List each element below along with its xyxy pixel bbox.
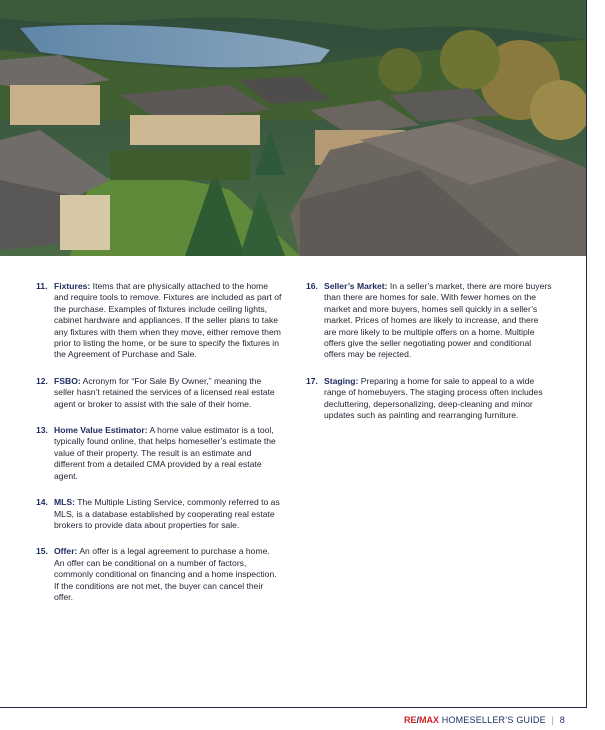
footer-separator: | <box>551 715 555 725</box>
page-number: 8 <box>559 715 565 725</box>
guide-title: HOMESELLER’S GUIDE <box>441 715 546 725</box>
page-frame-bottom-rule <box>0 707 587 708</box>
item-term: Fixtures: <box>54 281 91 291</box>
glossary-column-left <box>36 281 282 618</box>
item-definition: Preparing a home for sale to appeal to a wide range of homebuyers. The staging process often includes decluttering, depersonalizing, deep-cleaning and minor updates such as painting and rearranging furniture. <box>324 375 543 421</box>
item-definition: A home value estimator is a tool, typically found online, that helps homeseller’s estimate the value of their property. The result is an estimate and different from a detailed CMA provided by a real estate agent. <box>54 425 276 481</box>
item-definition: An offer is a legal agreement to purchase a home. An offer can be conditional on a number of factors, commonly conditional on financing and a home inspection. If the conditions are not met, the buyer can cancel their offer. <box>54 546 277 602</box>
item-term: Offer: <box>54 546 78 557</box>
item-term: Seller’s Market: <box>324 281 388 291</box>
item-number: 12. <box>36 375 48 386</box>
item-definition: The Multiple Listing Service, commonly referred to as MLS, is a database established by cooperating real estate brokers to provide data about properties for sale. <box>54 497 280 530</box>
item-number: 16. <box>306 281 318 291</box>
item-definition: In a seller’s market, there are more buyers than there are homes for sale. With fewer homes on the market and more buyers, homes sell quickly in a seller’s market. Prices of homes are likely to increase, and there are more likely to be multiple offers on a home. Multiple offers give the seller negotiating power and conditional offers may be rejected. <box>324 281 552 360</box>
item-number: 14. <box>36 497 48 508</box>
glossary-item-fsbo <box>36 376 282 410</box>
page-frame-right-rule <box>586 0 587 708</box>
item-number: 13. <box>36 425 48 436</box>
item-definition: Acronym for “For Sale By Owner,” meaning the seller hasn’t retained the services of a licensed real estate agent or broker to assist with the sale of their home. <box>54 375 275 409</box>
item-number: 15. <box>36 546 48 557</box>
item-term: MLS: <box>54 497 76 508</box>
glossary-item-staging <box>306 376 552 422</box>
neighborhood-aerial-photo <box>0 0 586 256</box>
glossary-column-right <box>306 281 552 436</box>
page-footer <box>404 714 565 726</box>
item-number: 17. <box>306 375 318 386</box>
glossary-item-sellers-market <box>306 281 552 361</box>
item-number: 11. <box>36 281 48 291</box>
item-definition: Items that are physically attached to the home and require tools to remove. Fixtures are included as part of the purchase. Examples of fixtures include ceiling lights, cabinet hardware and appliances. If the seller plans to take any fixtures with them when they move, either remove them prior to listing the home, or be sure to specify the fixtures in the Agreement of Purchase and Sale. <box>54 281 282 360</box>
glossary-item-offer <box>36 546 282 603</box>
glossary-item-mls <box>36 497 282 531</box>
item-term: Staging: <box>324 375 359 386</box>
glossary-item-fixtures <box>36 281 282 361</box>
item-term: FSBO: <box>54 375 81 386</box>
hero-photo <box>0 0 586 256</box>
remax-logo: RE/MAX <box>403 715 439 725</box>
glossary-item-home-value-estimator <box>36 425 282 482</box>
item-term: Home Value Estimator: <box>54 425 148 436</box>
